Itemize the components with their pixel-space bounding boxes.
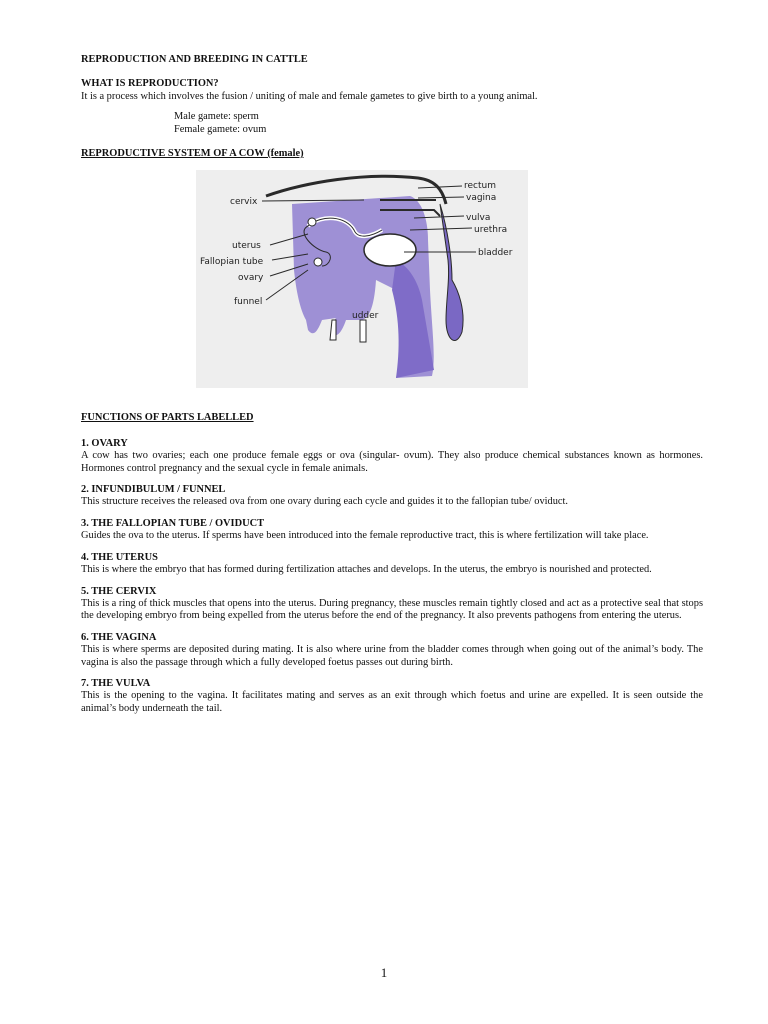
question-heading: WHAT IS REPRODUCTION?: [81, 78, 219, 90]
section-text: This is where the embryo that has formed during fertilization attaches and develops. In the uterus, the embryo is nourished and protected.: [81, 564, 652, 576]
udder-teat-1: [330, 320, 336, 340]
section-fallopian-tube: [81, 518, 703, 543]
label-rectum: rectum: [464, 181, 496, 192]
label-ovary: ovary: [238, 273, 264, 284]
cow-reproductive-diagram: [196, 170, 528, 388]
bladder-shape: [364, 234, 416, 266]
section-heading: 2. INFUNDIBULUM / FUNNEL: [81, 484, 226, 496]
section-heading: 7. THE VULVA: [81, 677, 151, 689]
label-funnel: funnel: [234, 297, 263, 308]
section-heading: 3. THE FALLOPIAN TUBE / OVIDUCT: [81, 517, 265, 529]
label-uterus: uterus: [232, 241, 261, 252]
repro-system-heading: REPRODUCTIVE SYSTEM OF A COW (female): [81, 148, 304, 160]
section-text: A cow has two ovaries; each one produce female eggs or ova (singular- ovum). They also produce chemical substances known as hormones. Hormones control pregnancy and the sexual cycle in female animals.: [81, 450, 703, 474]
label-bladder: bladder: [478, 248, 513, 259]
gametes-list: [174, 111, 703, 136]
page-number: 1: [380, 965, 388, 980]
cow-tail: [440, 204, 463, 341]
label-udder: udder: [352, 311, 379, 322]
ovary-shape: [314, 258, 322, 266]
label-fallopian-tube: Fallopian tube: [200, 257, 264, 268]
document-page: [81, 54, 703, 724]
section-vulva: [81, 678, 703, 715]
section-ovary: [81, 438, 703, 475]
functions-heading: FUNCTIONS OF PARTS LABELLED: [81, 412, 254, 424]
label-cervix: cervix: [230, 197, 258, 208]
section-uterus: [81, 552, 703, 577]
section-text: This structure receives the released ova from one ovary during each cycle and guides it to the fallopian tube/ oviduct.: [81, 496, 569, 508]
section-vagina: [81, 632, 703, 669]
definition-text: It is a process which involves the fusion / uniting of male and female gametes to give birth to a young animal.: [81, 90, 538, 102]
section-text: This is where sperms are deposited during mating. It is also where urine from the bladder comes through when going out of the animal’s body. The vagina is also the passage through which a fully developed foetus passes out during birth.: [81, 644, 703, 668]
udder-teat-2: [360, 320, 366, 342]
label-vulva: vulva: [466, 213, 491, 224]
section-text: This is a ring of thick muscles that opens into the uterus. During pregnancy, these muscles remain tightly closed and act as a protective seal that stops the developing embryo from being expelled from the uterus before the end of the pregnancy. It also prevents pathogens from entering the uterus.: [81, 597, 703, 622]
funnel-shape: [308, 218, 316, 226]
section-heading: 1. OVARY: [81, 437, 128, 449]
female-gamete: Female gamete: ovum: [174, 123, 267, 135]
label-urethra: urethra: [474, 225, 508, 236]
diagram-svg: [196, 170, 528, 388]
section-heading: 6. THE VAGINA: [81, 631, 157, 643]
section-heading: 5. THE CERVIX: [81, 585, 157, 597]
document-title: REPRODUCTION AND BREEDING IN CATTLE: [81, 54, 308, 65]
section-text: Guides the ova to the uterus. If sperms have been introduced into the female reproductive tract, this is where fertilization will take place.: [81, 530, 649, 542]
section-infundibulum: [81, 484, 703, 509]
section-text: This is the opening to the vagina. It facilitates mating and serves as an exit through which foetus and urine are expelled. It is seen outside the animal’s body underneath the tail.: [81, 690, 703, 714]
section-cervix: [81, 586, 703, 623]
section-heading: 4. THE UTERUS: [81, 551, 158, 563]
male-gamete: Male gamete: sperm: [174, 111, 259, 123]
label-vagina: vagina: [466, 193, 497, 204]
